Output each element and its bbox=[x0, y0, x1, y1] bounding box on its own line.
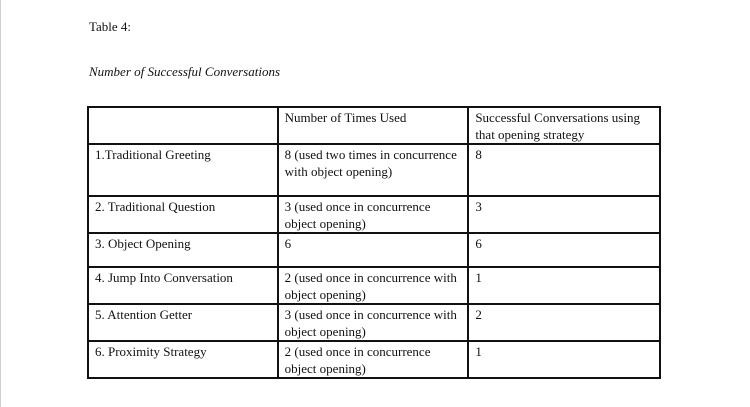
cell-times-used: 6 bbox=[278, 233, 469, 267]
cell-strategy: 1.Traditional Greeting bbox=[88, 144, 278, 196]
cell-strategy: 3. Object Opening bbox=[88, 233, 278, 267]
cell-successful: 1 bbox=[468, 267, 660, 304]
table-label: Table 4: bbox=[89, 19, 132, 34]
cell-successful: 6 bbox=[468, 233, 660, 267]
table-row bbox=[88, 304, 660, 341]
table-row bbox=[88, 341, 660, 378]
cell-successful: 2 bbox=[468, 304, 660, 341]
cell-times-used: 3 (used once in concurrence with object opening) bbox=[278, 304, 469, 341]
cell-times-used: 8 (used two times in concurrence with object opening) bbox=[278, 144, 469, 196]
cell-successful: 1 bbox=[468, 341, 660, 378]
header-times-used: Number of Times Used bbox=[278, 107, 469, 144]
cell-times-used: 3 (used once in concurrence object opening) bbox=[278, 196, 469, 233]
table-row bbox=[88, 233, 660, 267]
table-row bbox=[88, 267, 660, 304]
cell-strategy: 2. Traditional Question bbox=[88, 196, 278, 233]
cell-successful: 3 bbox=[468, 196, 660, 233]
cell-strategy: 4. Jump Into Conversation bbox=[88, 267, 278, 304]
cell-strategy: 5. Attention Getter bbox=[88, 304, 278, 341]
cell-times-used: 2 (used once in concurrence with object opening) bbox=[278, 267, 469, 304]
conversations-table bbox=[87, 106, 661, 379]
cell-strategy: 6. Proximity Strategy bbox=[88, 341, 278, 378]
header-successful: Successful Conversations using that opening strategy bbox=[468, 107, 660, 144]
table-caption: Number of Successful Conversations bbox=[89, 64, 281, 79]
cell-times-used: 2 (used once in concurrence object opening) bbox=[278, 341, 469, 378]
page-left-edge bbox=[0, 0, 1, 407]
table-row bbox=[88, 144, 660, 196]
table-header-row bbox=[88, 107, 660, 144]
header-strategy bbox=[88, 107, 278, 144]
table-row bbox=[88, 196, 660, 233]
cell-successful: 8 bbox=[468, 144, 660, 196]
